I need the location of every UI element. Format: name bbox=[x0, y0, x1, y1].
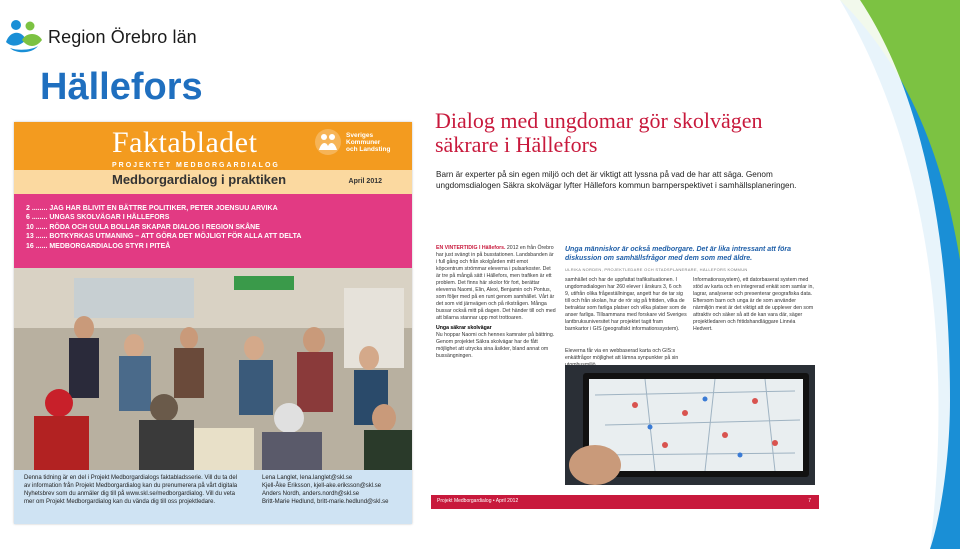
article-column-1 bbox=[436, 245, 556, 360]
toc-item: 10 ...... RÖDA OCH GULA BOLLAR SKAPAR DIALOG I REGION SKÅNE bbox=[26, 223, 260, 231]
cover-date: April 2012 bbox=[348, 178, 382, 185]
meeting-photo bbox=[14, 268, 412, 470]
contact-line: Anders Nordh, anders.nordh@skl.se bbox=[262, 491, 360, 497]
region-orebro-logo-icon bbox=[4, 16, 44, 56]
skl-logo-icon bbox=[314, 128, 342, 156]
article-column-3: Informationssystem), ett datorbaserat system med stöd av karta och en integrerad enkät som samlar in, lagrar, analyserar och presenterar geografiska data. Eftersom barn och unga är de som använder närmiljön mest är det viktigt att de upplever den som attraktiv och säker så att de kan vara där, säger projektledaren och fritidshandläggare Linnéa Hedvert. bbox=[693, 277, 814, 332]
article-intro: Barn är experter på sin egen miljö och det är viktigt att lyssna på vad de har att säga. Genom ungdomsdialogen Säkra skolvägar lyfter Hällefors kommun barnperspektivet i samhällsplaneringen. bbox=[436, 170, 797, 190]
article-column-2: samhället och har de uppfattat trafiksituationen. I ungdomsdialogen har 260 elever i årskurs 3, 6 och 9, utifrån olika frågeställningar, angett hur de tar sig till och från skolan, hur de rör sig på fritiden, vilka de betraktar som farliga platser och vilka platser som de anser farliga. Tillsammans med forskare vid Sveriges lantbruksuniversitet har projektet tagit fram barnkartor i GIS (geografiskt informationssystem). bbox=[565, 277, 687, 332]
article-footer bbox=[431, 495, 819, 509]
footer-contacts bbox=[262, 474, 412, 506]
cover-subtitle: Medborgardialog i praktiken bbox=[112, 172, 287, 187]
article-page bbox=[431, 103, 819, 513]
quote-byline: ULRIKA NORDEN, PROJEKTLEDARE OCH STADSPLANERARE, HÄLLEFORS KOMMUN bbox=[565, 267, 748, 272]
slide-title: Hällefors bbox=[40, 66, 203, 108]
faktabladet-cover bbox=[14, 122, 412, 524]
page-number: 7 bbox=[808, 498, 811, 504]
column-text: 2012 en från Örebro har just svängt in på busstationen. Landsbanden är i full gång och från skolgården mitt emot köpcentrum strömmar eleverna i pulsarkoster. Det är tre på mångå sätt i Hällefors, men trafiken är ett problem. Det finns här skolor för fort, berättar eleverna Naomi, Elin, Alexi, Benjamin och Pontus, som följer med på en runt genom samhället. Vårt är det som vid järnvägen och på rikstrågen. Många bussar också mitt på dagen. Det händer till och med att bilarna stannar upp mot trottoaren. bbox=[436, 245, 556, 321]
column-text: Nu hoppar Naomi och hennes kamrater på bättring. Genom projektet Säkra skolvägar har de fått möjlighet att utrycka sina åsikter, bland annat om bussängningen. bbox=[436, 332, 555, 359]
cover-footer bbox=[14, 470, 412, 524]
pull-quote: Unga människor är också medborgare. Det är lika intressant att föra diskussion om samhällsfrågor med dem som med äldre. bbox=[565, 246, 792, 262]
tablet-map-photo bbox=[565, 365, 815, 485]
column-subheading: Unga säkrar skolvägar bbox=[436, 325, 492, 331]
decorative-swoosh bbox=[800, 0, 960, 549]
table-of-contents bbox=[14, 194, 412, 268]
toc-item: 16 ...... MEDBORGARDIALOG STYR I PITEÅ bbox=[26, 242, 171, 250]
skl-logo-text: Sveriges Kommuner och Landsting bbox=[346, 132, 391, 153]
contact-line: Kjell-Åke Eriksson, kjell-ake.eriksson@skl.se bbox=[262, 483, 382, 489]
toc-item: 13 ...... BOTKYRKAS UTMANING – ATT GÖRA DET MÖJLIGT FÖR ALLA ATT DELTA bbox=[26, 233, 302, 241]
footer-info-text: Denna tidning är en del i Projekt Medborgardialogs faktabladsserie. Vill du ta del av information från Projekt Medborgardialog kan du prenumerera på vårt digitala Nyhetsbrev som du anmäler dig till på www.skl.se/medborgardialog. Vill du veta mer om Projekt Medborgardialog kan du vända dig till oss projektledare. bbox=[24, 475, 238, 505]
photo-caption: Eleverna får via en webbaserad karta och GIS:s enkätfrågor möjlighet att lämna synpunkter på sin bbox=[565, 348, 679, 361]
contact-line: Lena Langlet, lena.langlet@skl.se bbox=[262, 475, 353, 481]
article-title: Dialog med ungdomar gör skolvägen säkrare i Hällefors bbox=[435, 108, 763, 157]
column-lead: EN VINTERTIDIG I Hällefors. bbox=[436, 245, 506, 251]
brand-name: Region Örebro län bbox=[48, 27, 197, 47]
masthead-title: Faktabladet bbox=[112, 126, 258, 159]
subtitle-bar bbox=[14, 170, 412, 194]
toc-item: 2 ........ JAG HAR BLIVIT EN BÄTTRE POLITIKER, PETER JOENSUU ARVIKA bbox=[26, 205, 278, 212]
footer-publication: Projekt Medborgardialog • April 2012 bbox=[437, 498, 519, 504]
project-label: PROJEKTET MEDBORGARDIALOG bbox=[112, 162, 280, 169]
toc-item: 6 ........ UNGAS SKOLVÄGAR I HÄLLEFORS bbox=[26, 214, 170, 222]
white-gap bbox=[836, 92, 852, 132]
contact-line: Britt-Marie Hedlund, britt-marie.hedlund@skl.se bbox=[262, 499, 389, 505]
